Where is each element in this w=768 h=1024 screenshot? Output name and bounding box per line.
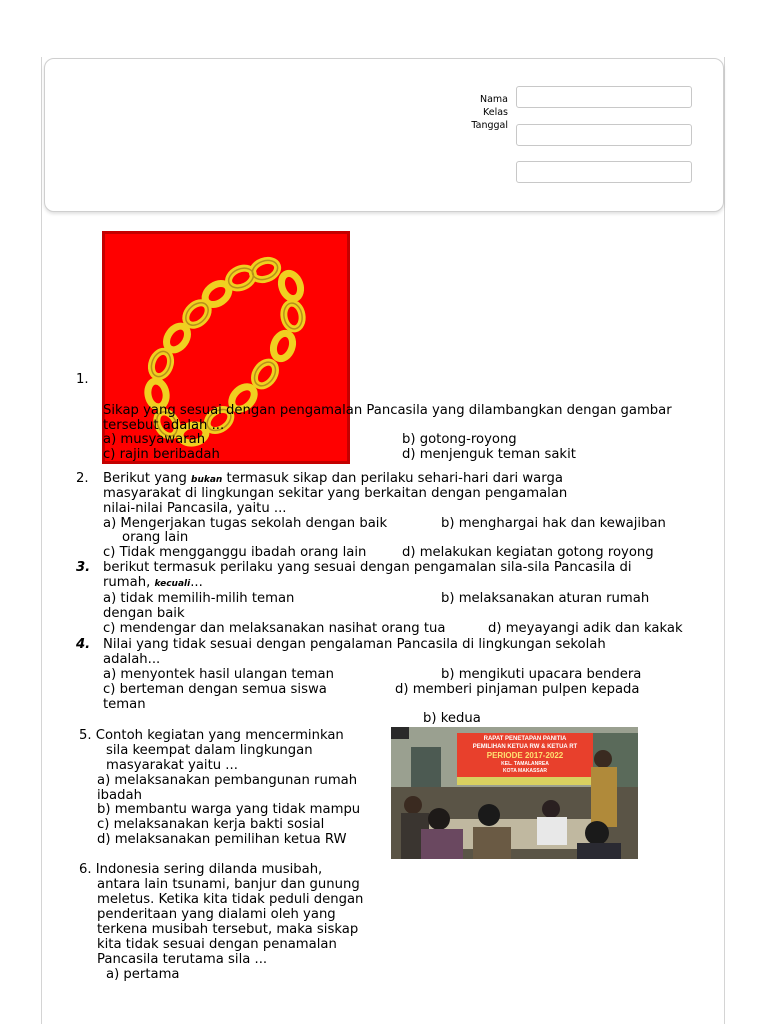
q2-text-line2: masyarakat di lingkungan sekitar yang berkaitan dengan pengamalan [103, 486, 568, 501]
q2-number: 2. [76, 471, 89, 486]
q4-text-line2: adalah... [103, 652, 161, 667]
q3-text-line1: berikut termasuk perilaku yang sesuai dengan pengamalan sila-sila Pancasila di [103, 560, 632, 575]
q6-text-line2: antara lain tsunami, banjur dan gunung [97, 877, 360, 892]
q3-number: 3. [76, 560, 91, 575]
q4-text-line1: Nilai yang tidak sesuai dengan pengalaman Pancasila di lingkungan sekolah [103, 637, 606, 652]
q4-option-b: b) mengikuti upacara bendera [441, 667, 642, 682]
q4-option-a: a) menyontek hasil ulangan teman [103, 667, 334, 682]
meeting-photo [391, 727, 638, 859]
q5-option-a: a) melaksanakan pembangunan rumah [97, 773, 358, 788]
q2-text-line3: nilai-nilai Pancasila, yaitu ... [103, 501, 287, 516]
q6-option-a: a) pertama [106, 967, 180, 982]
q3-option-b: b) melaksanakan aturan rumah [441, 591, 650, 606]
q2-text-line1: Berikut yang bukan termasuk sikap dan perilaku sehari-hari dari warga [103, 471, 563, 486]
q3-option-a: a) tidak memilih-milih teman [103, 591, 295, 606]
q5-option-b: b) membantu warga yang tidak mampu [97, 802, 361, 817]
banner-line1: RAPAT PENETAPAN PANITIA [483, 736, 567, 742]
q1-text-line1: Sikap yang sesuai dengan pengamalan Pancasila yang dilambangkan dengan gambar [103, 403, 672, 418]
q1-text-line2: tersebut adalah ... [103, 418, 225, 433]
q4-number: 4. [76, 637, 91, 652]
q3-text-line2: rumah, kecuali... [103, 575, 203, 590]
q2-option-b: b) menghargai hak dan kewajiban [441, 516, 666, 531]
q3-option-d: d) meyayangi adik dan kakak [488, 621, 683, 636]
banner-line5: KOTA MAKASSAR [503, 768, 547, 774]
q5-text-line2: sila keempat dalam lingkungan [106, 743, 313, 758]
q4-option-d: d) memberi pinjaman pulpen kepada [395, 682, 640, 697]
q5-option-c: c) melaksanakan kerja bakti sosial [97, 817, 325, 832]
banner-line4: KEL. TAMALANREA [501, 761, 549, 767]
q3-emphasis: kecuali [154, 579, 191, 589]
q1-number: 1. [76, 372, 89, 387]
q1-option-b: b) gotong-royong [402, 432, 517, 447]
class-field[interactable] [516, 124, 692, 146]
class-label: Kelas [482, 107, 508, 118]
student-info-labels [440, 93, 508, 132]
q2-option-a: a) Mengerjakan tugas sekolah dengan baik [103, 516, 388, 531]
q6-text-line3: meletus. Ketika kita tidak peduli dengan [97, 892, 364, 907]
name-field[interactable] [516, 86, 692, 108]
q5-text-line3: masyarakat yaitu ... [106, 758, 238, 773]
q4-option-c: c) berteman dengan semua siswa [103, 682, 327, 697]
stray-option-text: b) kedua [423, 711, 481, 726]
banner-text [457, 735, 593, 775]
q5-option-d: d) melaksanakan pemilihan ketua RW [97, 832, 347, 847]
q6-text-line5: terkena musibah tersebut, maka siskap [97, 922, 359, 937]
q1-option-d: d) menjenguk teman sakit [402, 447, 576, 462]
banner-line2: PEMILIHAN KETUA RW & KETUA RT [472, 744, 578, 750]
q1-option-c: c) rajin beribadah [103, 447, 220, 462]
q2-option-b-cont: orang lain [122, 530, 189, 545]
date-field[interactable] [516, 161, 692, 183]
q6-text-line6: kita tidak sesuai dengan penamalan [97, 937, 337, 952]
q3-option-b-cont: dengan baik [103, 606, 185, 621]
q5-option-a-cont: ibadah [97, 788, 142, 803]
q6-text-line1: 6. Indonesia sering dilanda musibah, [79, 862, 323, 877]
q2-option-c: c) Tidak mengganggu ibadah orang lain [103, 545, 367, 560]
q1-option-a: a) musyawarah [103, 432, 206, 447]
q4-option-d-cont: teman [103, 697, 146, 712]
q2-option-d: d) melakukan kegiatan gotong royong [402, 545, 654, 560]
q2-emphasis: bukan [191, 475, 223, 485]
q5-text-line1: 5. Contoh kegiatan yang mencerminkan [79, 728, 344, 743]
q6-text-line4: penderitaan yang dialami oleh yang [97, 907, 336, 922]
q3-option-c: c) mendengar dan melaksanakan nasihat orang tua [103, 621, 446, 636]
q6-text-line7: Pancasila terutama sila ... [97, 952, 268, 967]
banner-line3: PERIODE 2017-2022 [486, 751, 564, 760]
date-label: Tanggal [471, 120, 508, 131]
name-label: Nama [479, 94, 508, 105]
